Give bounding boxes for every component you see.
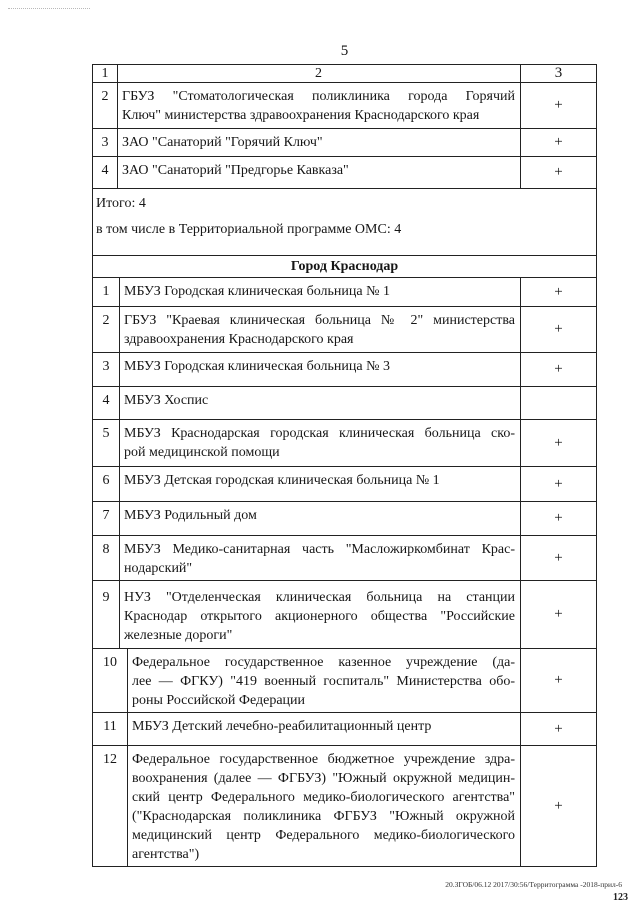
org-name xyxy=(120,307,521,352)
org-name-line: нодарский" xyxy=(124,561,193,576)
org-name xyxy=(128,713,521,745)
inclusion-mark: + xyxy=(554,434,563,451)
header-col-2: 2 xyxy=(118,65,521,82)
inclusion-mark: + xyxy=(554,164,563,180)
org-name xyxy=(120,353,521,386)
org-name-line: НУЗ "Отделенческая клиническая больница на станции xyxy=(124,590,515,605)
table-row xyxy=(93,387,596,420)
org-name-line: ский центр Федерального медико-биологического агентства" xyxy=(132,790,515,805)
org-name-line: МБУЗ Городская клиническая больница № 3 xyxy=(124,359,390,374)
table-header-row xyxy=(93,65,596,83)
table-row xyxy=(93,746,596,867)
table-row xyxy=(93,420,596,467)
inclusion-mark: + xyxy=(554,510,563,526)
inclusion-mark: + xyxy=(554,134,563,150)
table-row xyxy=(93,307,596,353)
org-name xyxy=(120,387,521,419)
org-name-line: воохранения (далее — ФГБУЗ) "Южный окружной медицин- xyxy=(132,771,515,786)
row-number: 5 xyxy=(93,420,120,466)
org-name-line: МБУЗ Детская городская клиническая больница № 1 xyxy=(124,473,440,488)
inclusion-mark: + xyxy=(554,283,563,300)
city-heading-row xyxy=(93,256,596,278)
org-name-line: ЗАО "Санаторий "Горячий Ключ" xyxy=(122,135,323,150)
org-name xyxy=(120,536,521,580)
table-row xyxy=(93,713,596,746)
org-name-line: железные дороги" xyxy=(124,628,233,643)
table-row xyxy=(93,581,596,649)
org-name xyxy=(118,157,521,188)
org-name xyxy=(120,467,521,501)
row-number: 10 xyxy=(93,649,128,712)
table-row xyxy=(93,278,596,307)
inclusion-mark: + xyxy=(554,720,563,737)
row-number: 1 xyxy=(93,278,120,306)
org-name-line: МБУЗ Детский лечебно-реабилитационный центр xyxy=(132,719,432,734)
facilities-table xyxy=(92,64,597,867)
totals-block xyxy=(93,189,596,255)
org-name xyxy=(128,649,521,712)
org-name-line: Федеральное государственное казенное учреждение (да- xyxy=(132,655,515,670)
org-name-line: агентства") xyxy=(132,847,200,862)
org-name xyxy=(128,746,521,866)
row-number: 11 xyxy=(93,713,128,745)
org-name xyxy=(118,83,521,128)
row-number: 7 xyxy=(93,502,120,535)
org-name-line: роны Российской Федерации xyxy=(132,693,306,708)
inclusion-mark: + xyxy=(554,361,563,377)
org-name-line: лее — ФГКУ) "419 военный госпиталь" Министерства обо- xyxy=(132,674,515,689)
row-number: 12 xyxy=(93,746,128,866)
scan-header-mark xyxy=(8,8,90,10)
inclusion-mark: + xyxy=(554,475,563,492)
inclusion-mark xyxy=(521,387,596,419)
table-row xyxy=(93,649,596,713)
row-number: 4 xyxy=(93,387,120,419)
table-row xyxy=(93,467,596,502)
org-name xyxy=(120,278,521,306)
inclusion-mark: + xyxy=(554,672,563,688)
org-name xyxy=(120,420,521,466)
table-row xyxy=(93,536,596,581)
footer-document-code: 20.ЗГОБ/06.12 2017/30:56/Территограмма -2018-прил-6 xyxy=(445,880,622,889)
row-number: 4 xyxy=(93,157,118,188)
table-row xyxy=(93,502,596,536)
page-number: 5 xyxy=(340,43,349,59)
row-number: 2 xyxy=(93,83,118,128)
row-number: 3 xyxy=(93,353,120,386)
table-row xyxy=(93,353,596,387)
org-name-line: ГБУЗ "Стоматологическая поликлиника города Горячий xyxy=(122,89,515,104)
total-count: Итого: 4 xyxy=(96,196,146,211)
inclusion-mark: + xyxy=(554,606,563,622)
org-name-line: рой медицинской помощи xyxy=(124,445,280,460)
org-name xyxy=(120,502,521,535)
footer-folio: 123 xyxy=(613,892,628,903)
row-number: 8 xyxy=(93,536,120,580)
org-name xyxy=(118,129,521,156)
oms-count: в том числе в Территориальной программе ОМС: 4 xyxy=(96,222,402,237)
city-title: Город Краснодар xyxy=(290,259,399,274)
org-name-line: Федеральное государственное бюджетное учреждение здра- xyxy=(132,752,515,767)
org-name-line: Ключ" министерства здравоохранения Краснодарского края xyxy=(122,108,480,123)
row-number: 9 xyxy=(93,581,120,648)
inclusion-mark: + xyxy=(554,549,563,566)
table-row xyxy=(93,83,596,129)
inclusion-mark: + xyxy=(554,97,563,113)
org-name-line: ("Краснодарская поликлиника ФГБУЗ "Южный окружной xyxy=(132,809,515,824)
org-name xyxy=(120,581,521,648)
org-name-line: ГБУЗ "Краевая клиническая больница № 2" министерства xyxy=(124,313,515,328)
inclusion-mark: + xyxy=(554,321,563,337)
org-name-line: ЗАО "Санаторий "Предгорье Кавказа" xyxy=(122,163,349,178)
org-name-line: МБУЗ Краснодарская городская клиническая больница ско- xyxy=(124,426,515,441)
org-name-line: Краснодар открытого акционерного общества "Российские xyxy=(124,609,515,624)
header-col-3: 3 xyxy=(554,65,563,81)
row-number: 2 xyxy=(93,307,120,352)
org-name-line: здравоохранения Краснодарского края xyxy=(124,332,354,347)
table-row xyxy=(93,157,596,189)
org-name-line: МБУЗ Медико-санитарная часть "Масложиркомбинат Крас- xyxy=(124,542,515,557)
org-name-line: МБУЗ Хоспис xyxy=(124,393,209,408)
org-name-line: медицинский центр Федерального медико-биологического xyxy=(132,828,515,843)
row-number: 3 xyxy=(93,129,118,156)
header-col-1: 1 xyxy=(93,65,118,82)
totals-row xyxy=(93,189,596,256)
row-number: 6 xyxy=(93,467,120,501)
inclusion-mark: + xyxy=(554,797,563,814)
org-name-line: МБУЗ Родильный дом xyxy=(124,508,257,523)
table-row xyxy=(93,129,596,157)
org-name-line: МБУЗ Городская клиническая больница № 1 xyxy=(124,284,390,299)
